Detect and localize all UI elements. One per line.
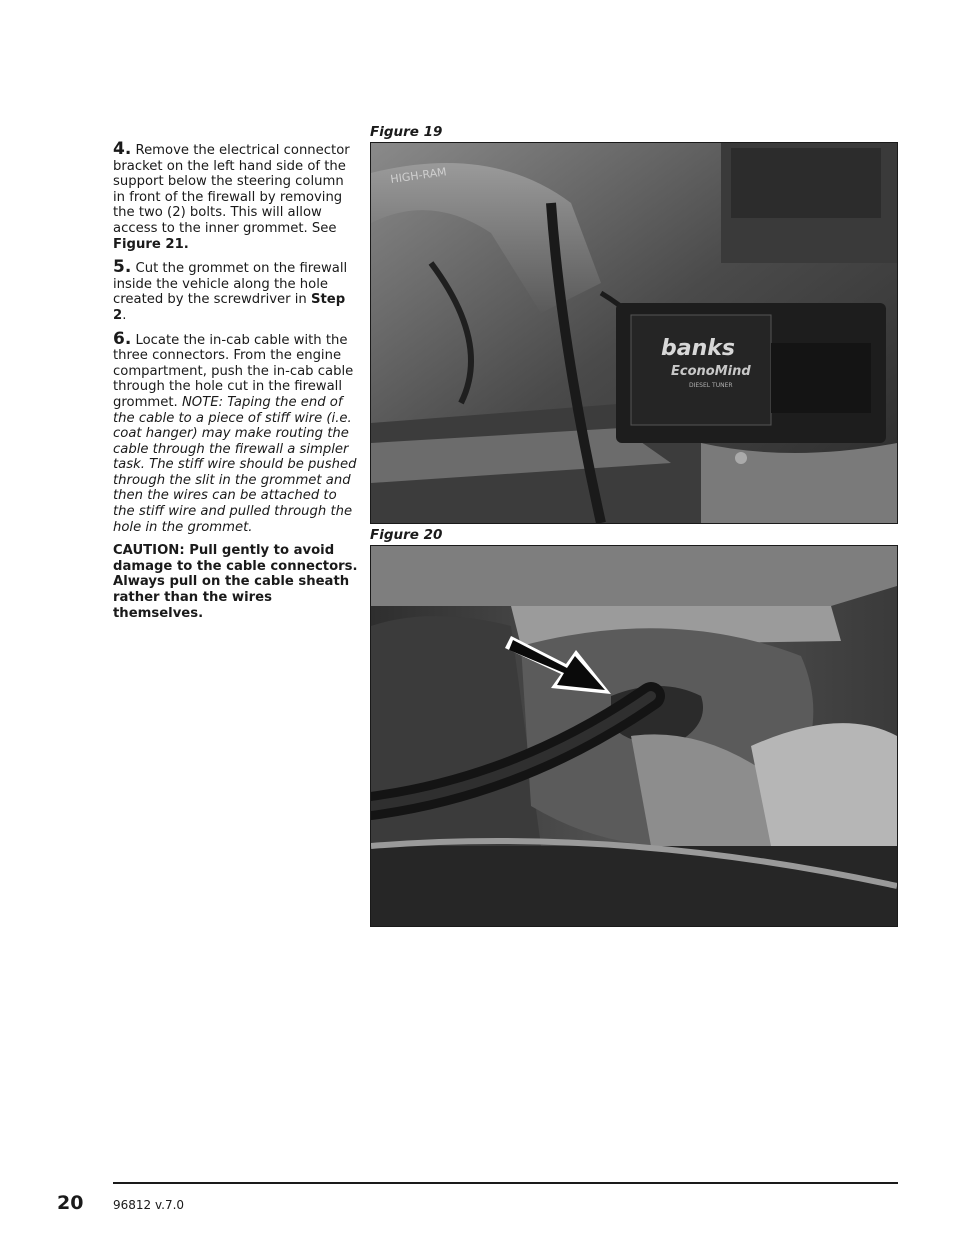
step-4 <box>113 139 358 252</box>
step-5 <box>113 257 358 323</box>
figure-19-label: Figure 19 <box>370 124 443 140</box>
figure-reference: Figure 21. <box>113 236 189 252</box>
step-text-tail: . <box>122 307 127 323</box>
figure-19-photo <box>370 142 898 524</box>
firewall-grommet-image <box>371 546 897 926</box>
logo-banks: banks <box>661 336 735 361</box>
step-text: Remove the electrical connector bracket on the left hand side of the support below the steering column in front of the firewall by removing the two (2) bolts. This will allow access to the inner grommet. See <box>113 143 350 236</box>
step-reference: Step 2 <box>113 292 346 323</box>
step-note: NOTE: Taping the end of the cable to a piece of stiff wire (i.e. coat hanger) may make routing the cable through the firewall a simpler task. The stiff wire should be pushed through the slit in the grommet and then the wires can be attached to the stiff wire and pulled through the hole in the grommet. <box>113 394 357 535</box>
logo-tagline: DIESEL TUNER <box>689 382 733 389</box>
engine-bay-image <box>371 143 897 523</box>
logo-economind: EconoMind <box>671 364 751 379</box>
figure-20-label: Figure 20 <box>370 527 443 543</box>
step-6 <box>113 328 358 536</box>
step-text: Cut the grommet on the firewall inside the vehicle along the hole created by the screwdriver in <box>113 261 348 308</box>
figure-20-photo <box>370 545 898 927</box>
page-number: 20 <box>57 1192 84 1214</box>
hose-print: HIGH-RAM <box>389 165 448 186</box>
step-number: 4. <box>113 139 132 159</box>
caution-note: CAUTION: Pull gently to avoid damage to the cable connectors. Always pull on the cable sheath rather than the wires themselves. <box>113 543 358 621</box>
step-text: Locate the in-cab cable with the three connectors. From the engine compartment, push the in-cab cable through the hole cut in the firewall grommet. <box>113 332 354 410</box>
document-id: 96812 v.7.0 <box>113 1198 185 1212</box>
step-number: 6. <box>113 328 132 349</box>
step-number: 5. <box>113 257 132 278</box>
footer-rule <box>113 1182 898 1184</box>
instructions-column <box>113 139 358 634</box>
